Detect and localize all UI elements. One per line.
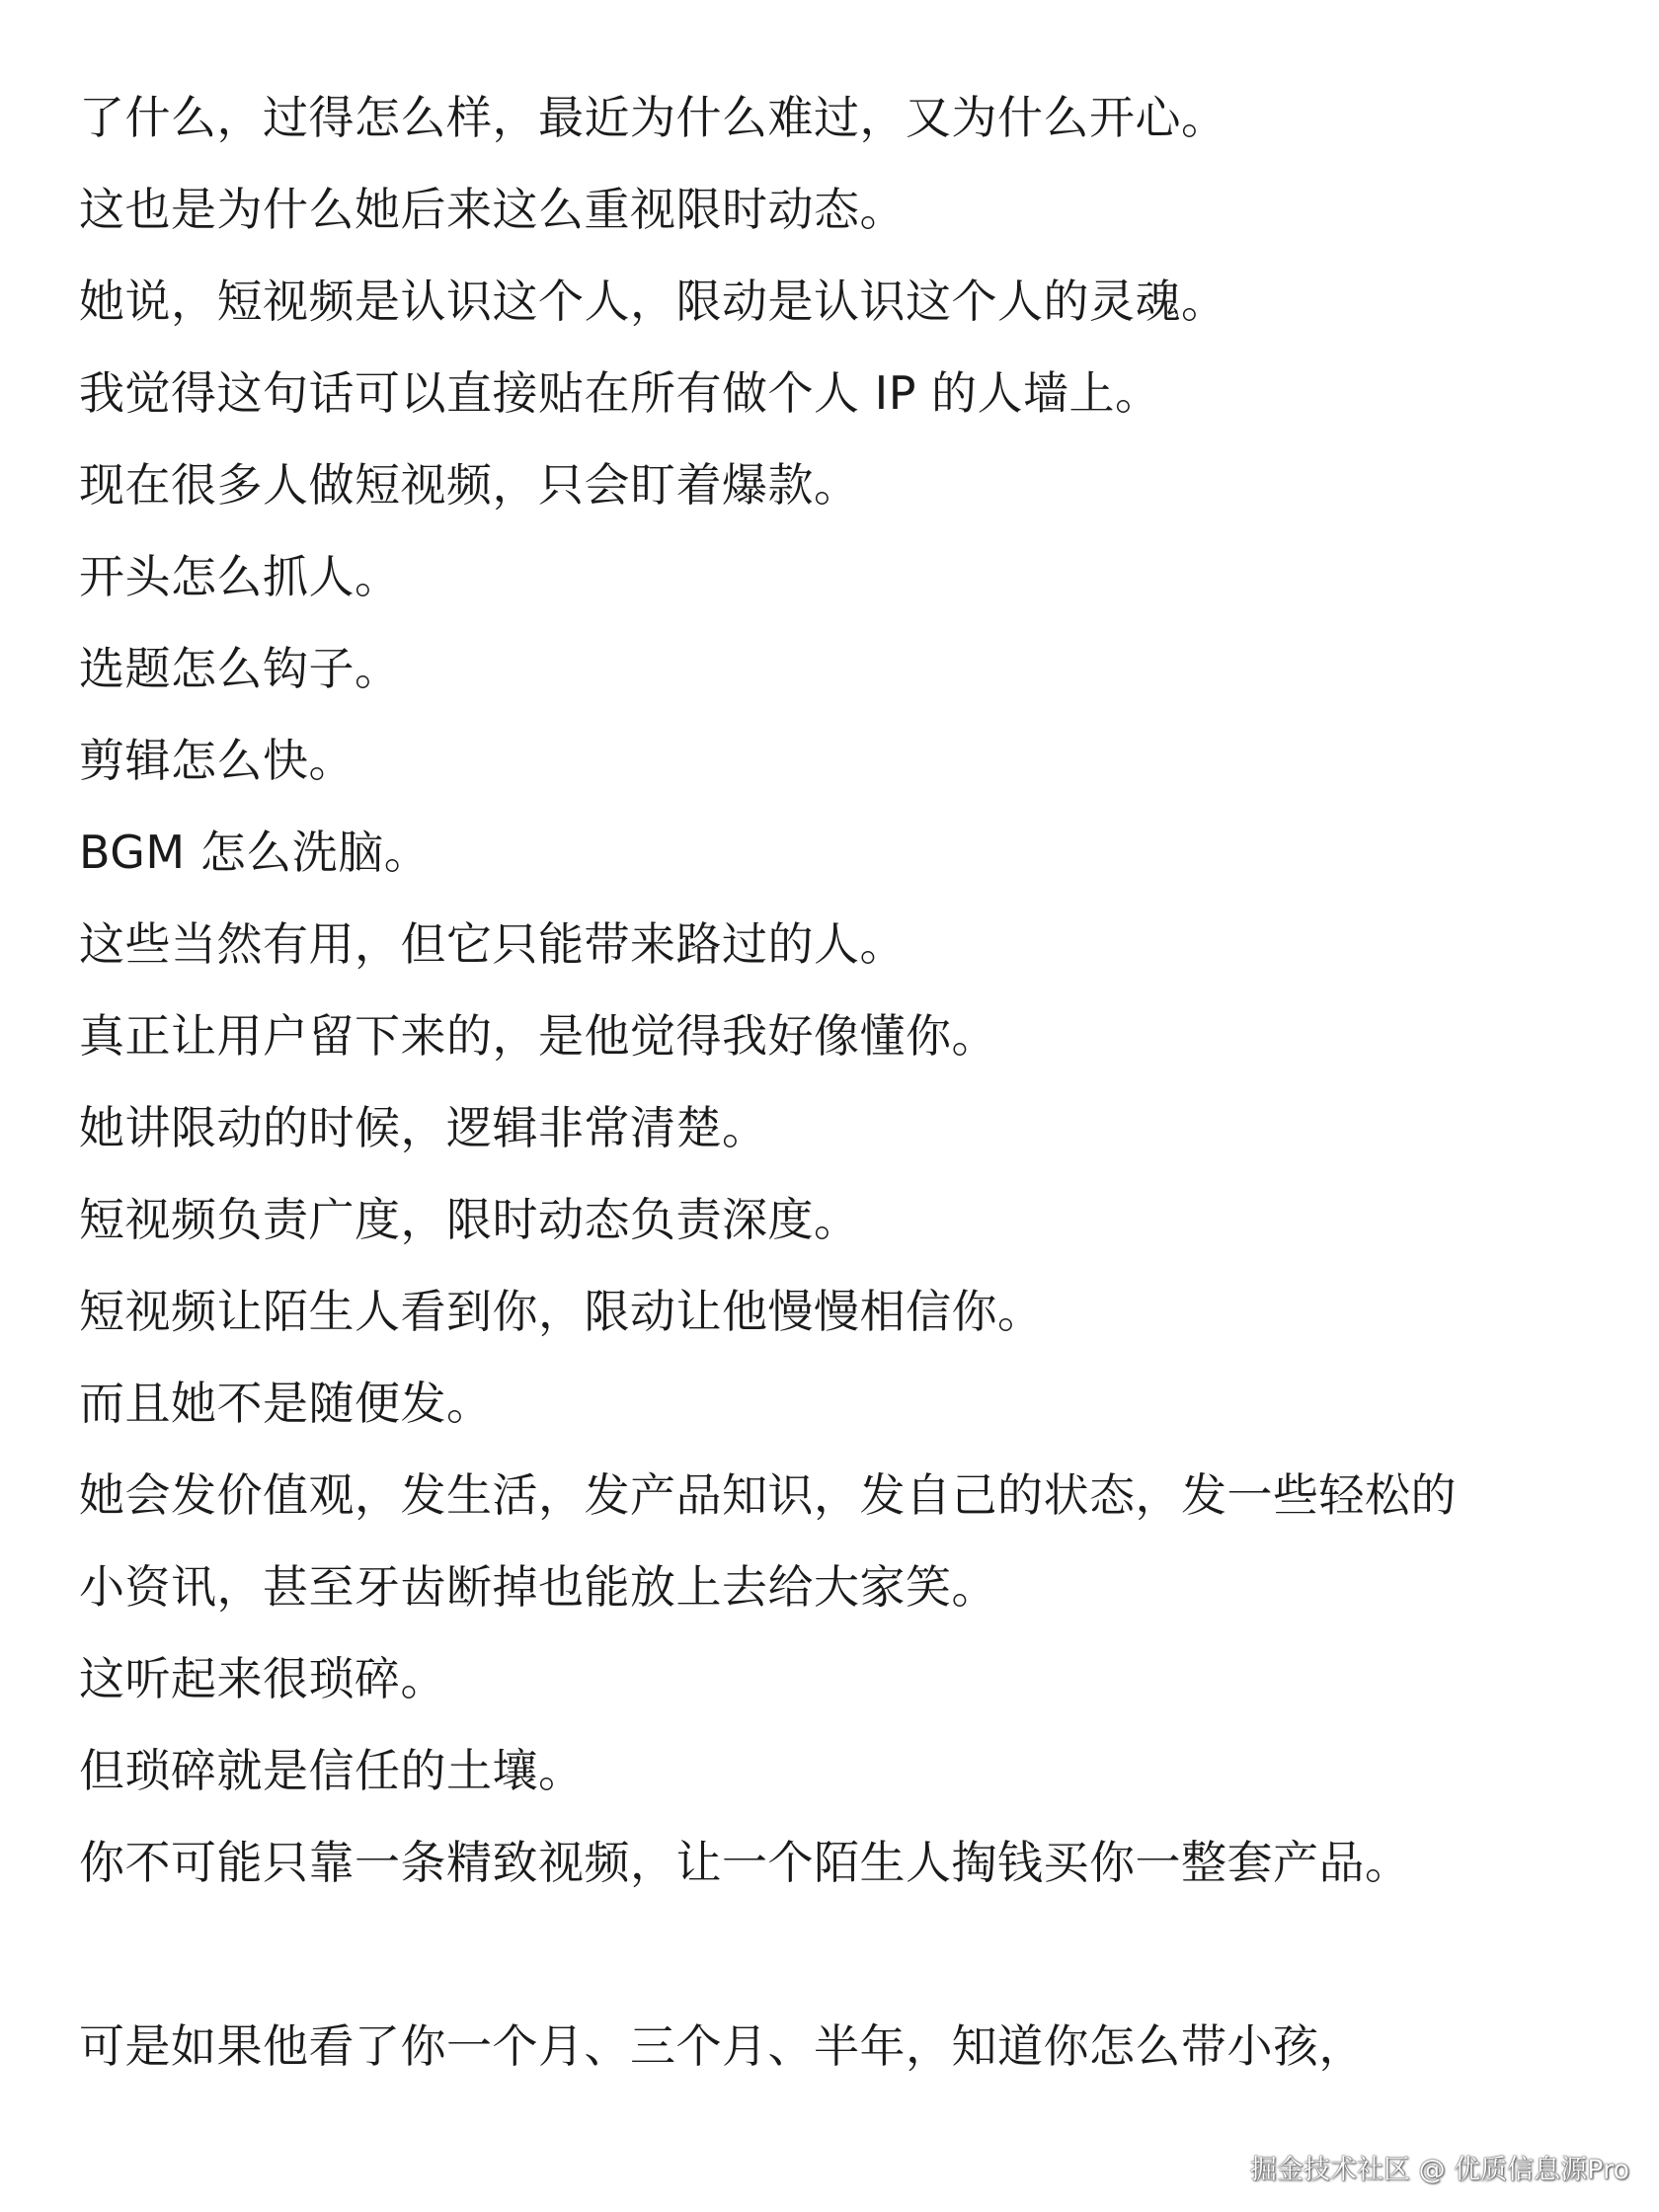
blank-line bbox=[79, 1924, 1600, 1985]
text-line: 这也是为什么她后来这么重视限时动态。 bbox=[79, 183, 906, 236]
text-line: BGM 怎么洗脑。 bbox=[79, 826, 431, 879]
text-line: 她会发价值观，发生活，发产品知识，发自己的状态，发一些轻松的 bbox=[79, 1468, 1457, 1522]
text-line: 开头怎么抓人。 bbox=[79, 550, 401, 603]
text-line: 你不可能只靠一条精致视频，让一个陌生人掏钱买你一整套产品。 bbox=[79, 1836, 1411, 1889]
text-line: 选题怎么钩子。 bbox=[79, 642, 401, 695]
text-line: 了什么，过得怎么样，最近为什么难过，又为什么开心。 bbox=[79, 91, 1227, 144]
watermark: 掘金技术社区 @ 优质信息源Pro bbox=[1250, 2155, 1629, 2185]
text-line: 短视频让陌生人看到你，限动让他慢慢相信你。 bbox=[79, 1285, 1044, 1338]
text-line: 她讲限动的时候，逻辑非常清楚。 bbox=[79, 1101, 768, 1154]
text-line: 但琐碎就是信任的土壤。 bbox=[79, 1744, 585, 1797]
text-line: 现在很多人做短视频，只会盯着爆款。 bbox=[79, 458, 860, 512]
text-line: 而且她不是随便发。 bbox=[79, 1377, 493, 1430]
text-line: 这些当然有用，但它只能带来路过的人。 bbox=[79, 917, 906, 971]
text-line: 剪辑怎么快。 bbox=[79, 734, 355, 787]
text-line: 这听起来很琐碎。 bbox=[79, 1652, 446, 1705]
text-line: 短视频负责广度，限时动态负责深度。 bbox=[79, 1193, 860, 1246]
text-line: 我觉得这句话可以直接贴在所有做个人 IP 的人墙上。 bbox=[79, 366, 1161, 420]
text-line: 真正让用户留下来的，是他觉得我好像懂你。 bbox=[79, 1009, 997, 1063]
text-line: 小资讯，甚至牙齿断掉也能放上去给大家笑。 bbox=[79, 1560, 997, 1614]
text-line: 可是如果他看了你一个月、三个月、半年，知道你怎么带小孩， bbox=[79, 2019, 1365, 2073]
text-line: 她说，短视频是认识这个人，限动是认识这个人的灵魂。 bbox=[79, 275, 1227, 328]
article-body bbox=[79, 87, 1600, 2107]
